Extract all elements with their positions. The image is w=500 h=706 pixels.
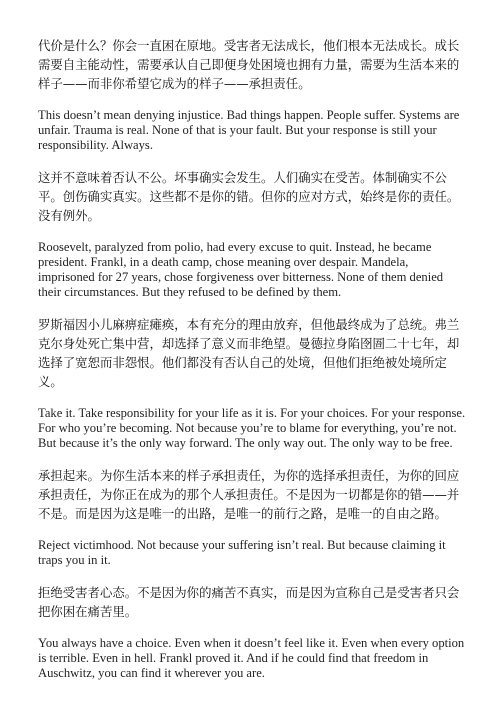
paragraph-en-3: Take it. Take responsibility for your life as it is. For your choices. For your response. For who you’re becoming. Not because you’re to blame for everything, you’re not. But because it’s the only way forward. The only way out. The only way to be free. <box>38 406 466 450</box>
paragraph-en-4: Reject victimhood. Not because your suffering isn’t real. But because claiming it traps you in it. <box>38 538 446 567</box>
paragraph-zh-5: 拒绝受害者心态。不是因为你的痛苦不真实，而是因为宣称自己是受害者只会把你困在痛苦里。 <box>38 585 460 619</box>
paragraph-zh-4: 承担起来。为你生活本来的样子承担责任，为你的选择承担责任，为你的回应承担责任，为你正在成为的那个人承担责任。不是因为一切都是你的错——并不是。而是因为这是唯一的出路，是唯一的前行之路，是唯一的自由之路。 <box>38 468 460 521</box>
paragraph-zh-1: 代价是什么？你会一直困在原地。受害者无法成长，他们根本无法成长。成长需要自主能动性，需要承认自己即便身处困境也拥有力量，需要为生活本来的样子——而非你希望它成为的样子——承担责任。 <box>38 38 460 91</box>
paragraph-zh-3: 罗斯福因小儿麻痹症瘫痪，本有充分的理由放弃，但他最终成为了总统。弗兰克尔身处死亡集中营，却选择了意义而非绝望。曼德拉身陷囹圄二十七年，却选择了宽恕而非怨恨。他们都没有否认自己的处境，但他们拒绝被处境所定义。 <box>38 317 460 389</box>
document-page <box>38 36 466 696</box>
paragraph-en-5: You always have a choice. Even when it doesn’t feel like it. Even when every option is terrible. Even in hell. Frankl proved it. And if he could find that freedom in Auschwitz, you can find it wherever you are. <box>38 636 465 680</box>
paragraph-en-2: Roosevelt, paralyzed from polio, had every excuse to quit. Instead, he became president. Frankl, in a death camp, chose meaning over despair. Mandela, imprisoned for 27 years, chose forgiveness over bitterness. None of them denied their circumstances. But they refused to be defined by them. <box>38 240 444 299</box>
paragraph-zh-2: 这并不意味着否认不公。坏事确实会发生。人们确实在受苦。体制确实不公平。创伤确实真实。这些都不是你的错。但你的应对方式，始终是你的责任。没有例外。 <box>38 170 460 223</box>
paragraph-en-1: This doesn’t mean denying injustice. Bad things happen. People suffer. Systems are unfair. Trauma is real. None of that is your fault. But your response is still your responsibility. Always. <box>38 108 460 152</box>
